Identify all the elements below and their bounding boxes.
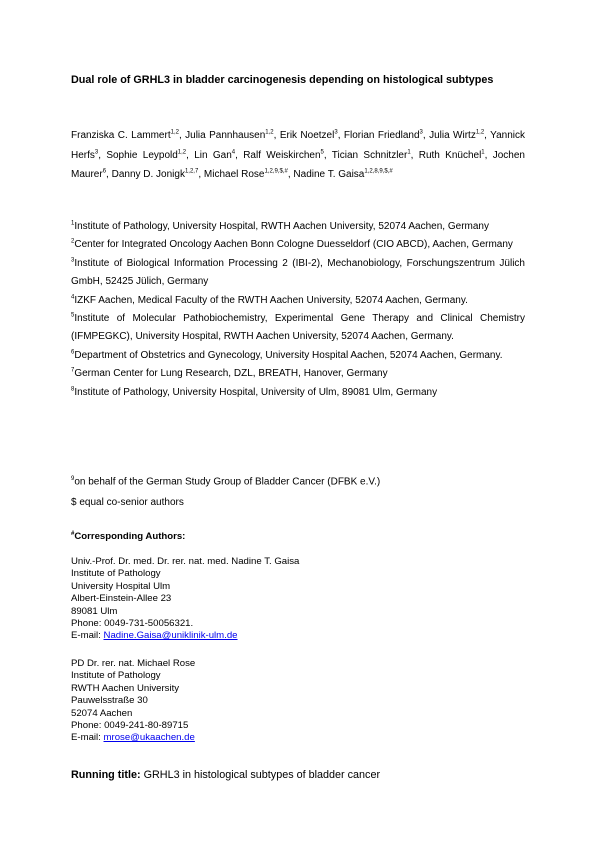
author-separator: , xyxy=(186,149,195,161)
author-name: Florian Friedland xyxy=(343,130,420,141)
author-name: Ruth Knüchel xyxy=(418,149,482,161)
author-separator: , xyxy=(198,169,204,180)
affiliation-number: 2 xyxy=(71,239,75,246)
affiliation-item xyxy=(71,310,525,347)
affiliation-text: Institute of Pathology, University Hospital, University of Ulm, 89081 Ulm, Germany xyxy=(74,386,438,398)
author xyxy=(429,130,490,141)
affiliation-text: Center for Integrated Oncology Aachen Bonn Cologne Duesseldorf (CIO ABCD), Aachen, Germany xyxy=(74,239,513,251)
author-affiliation-marks: 1,2 xyxy=(265,129,274,136)
paper-title: Dual role of GRHL3 in bladder carcinogenesis depending on histological subtypes xyxy=(71,74,494,86)
email-link-gaisa[interactable]: Nadine.Gaisa@uniklinik-ulm.de xyxy=(103,630,238,642)
author-name: Ralf Weiskirchen xyxy=(243,149,321,161)
dfbk-note xyxy=(71,471,525,490)
author-affiliation-marks: 3 xyxy=(94,149,99,156)
affiliation-item xyxy=(71,384,525,402)
author-affiliation-marks: 1,2,8,9,$,# xyxy=(364,168,393,175)
affiliation-item xyxy=(71,236,525,254)
author-separator: , xyxy=(178,130,186,141)
author-affiliation-marks: 1,2,9,$,# xyxy=(264,168,288,175)
author-affiliation-marks: 1,2 xyxy=(177,149,187,156)
author-affiliation-marks: 1 xyxy=(481,149,485,156)
address-line: RWTH Aachen University xyxy=(71,682,180,694)
author-name: Julia Wirtz xyxy=(429,130,476,141)
author xyxy=(204,169,294,180)
author-name: Michael Rose xyxy=(203,169,265,180)
author xyxy=(332,150,419,161)
address-line: Institute of Pathology xyxy=(71,568,161,580)
author-affiliation-marks: 3 xyxy=(334,129,338,136)
author-name: Tician Schnitzler xyxy=(331,149,408,161)
affiliation-item xyxy=(71,292,525,310)
address-line: 89081 Ulm xyxy=(71,605,118,617)
address-line: Pauwelsstraße 30 xyxy=(71,695,148,707)
affiliation-number: 8 xyxy=(71,386,75,393)
affiliation-text: IZKF Aachen, Medical Faculty of the RWTH Aachen University, 52074 Aachen, Germany. xyxy=(74,294,468,306)
author-name: Franziska C. Lammert xyxy=(71,130,171,141)
phone-line: Phone: 0049-731-50056321. xyxy=(71,618,194,630)
affiliation-number: 7 xyxy=(71,367,75,374)
affiliation-item xyxy=(71,218,525,236)
author-separator: , xyxy=(323,149,332,161)
dfbk-note-text: on behalf of the German Study Group of Bladder Cancer (DFBK e.V.) xyxy=(74,476,381,488)
author xyxy=(71,130,185,141)
affiliation-item xyxy=(71,255,525,292)
address-line: PD Dr. rer. nat. Michael Rose xyxy=(71,658,196,669)
address-line: University Hospital Ulm xyxy=(71,580,171,592)
author-separator: , xyxy=(337,130,344,141)
author xyxy=(112,169,204,180)
author xyxy=(243,150,332,161)
corresponding-author-1 xyxy=(71,556,525,643)
author xyxy=(344,130,429,141)
address-line: Albert-Einstein-Allee 23 xyxy=(71,593,172,605)
author-name: Lin Gan xyxy=(194,149,232,161)
author-separator: , xyxy=(410,149,419,161)
author-name: Yannick Herfs xyxy=(71,130,526,161)
address-line: 52074 Aachen xyxy=(71,707,133,719)
affiliation-item xyxy=(71,365,525,383)
author xyxy=(194,150,243,161)
author-affiliation-marks: 4 xyxy=(231,149,236,156)
author-separator: , xyxy=(484,130,491,141)
author-affiliation-marks: 1 xyxy=(407,149,411,156)
author xyxy=(185,130,280,141)
author-separator: , xyxy=(235,149,244,161)
author-separator: , xyxy=(422,130,430,141)
author-name: Sophie Leypold xyxy=(106,149,178,161)
running-title xyxy=(71,767,380,783)
running-title-label: Running title: xyxy=(71,769,141,781)
phone-line: Phone: 0049-241-80-89715 xyxy=(71,720,189,732)
author-affiliation-marks: 1,2 xyxy=(475,129,485,136)
author xyxy=(106,150,194,161)
email-link-rose[interactable]: mrose@ukaachen.de xyxy=(103,732,195,744)
affiliation-item xyxy=(71,347,525,365)
affiliation-text: Department of Obstetrics and Gynecology, University Hospital Aachen, 52074 Aachen, Germany. xyxy=(74,349,503,361)
affiliation-number: 1 xyxy=(71,220,75,227)
corresponding-mark: # xyxy=(71,531,75,537)
address-line: Institute of Pathology xyxy=(71,670,161,682)
affiliation-number: 4 xyxy=(71,294,75,301)
affiliation-number: 6 xyxy=(71,349,75,356)
author-name: Jochen Maurer xyxy=(71,149,525,180)
corresponding-heading-text: Corresponding Authors: xyxy=(74,531,186,543)
author-separator: , xyxy=(98,149,107,161)
author-name: Erik Noetzel xyxy=(279,130,335,141)
email-label: E-mail: xyxy=(71,630,104,642)
affiliation-text: Institute of Biological Information Processing 2 (IBI-2), Mechanobiology, Forschungszentrum Jülich GmbH, 52425 Jülich, Germany xyxy=(71,257,525,288)
author-affiliation-marks: 5 xyxy=(320,149,324,156)
author-separator: , xyxy=(287,169,294,180)
author-affiliation-marks: 3 xyxy=(419,129,423,136)
address-line: Univ.-Prof. Dr. med. Dr. rer. nat. med. Nadine T. Gaisa xyxy=(71,556,300,567)
author-name: Danny D. Jonigk xyxy=(111,169,185,180)
author-affiliation-marks: 6 xyxy=(102,168,107,175)
author xyxy=(419,150,493,161)
affiliation-list xyxy=(71,218,525,402)
corresponding-author-2 xyxy=(71,658,525,745)
author xyxy=(280,130,344,141)
author-name: Nadine T. Gaisa xyxy=(293,169,365,180)
dfbk-note-number: 9 xyxy=(71,476,75,482)
author-affiliation-marks: 1,2 xyxy=(170,129,179,136)
author-name: Julia Pannhausen xyxy=(185,130,266,141)
affiliation-text: Institute of Pathology, University Hospital, RWTH Aachen University, 52074 Aachen, Germany xyxy=(74,221,489,232)
email-label: E-mail: xyxy=(71,732,104,744)
affiliation-number: 3 xyxy=(71,257,75,264)
equal-contribution-note: $ equal co-senior authors xyxy=(71,497,184,508)
author-separator: , xyxy=(484,149,493,161)
email-line xyxy=(71,732,525,744)
author-separator: , xyxy=(273,130,280,141)
email-line xyxy=(71,630,525,642)
corresponding-heading xyxy=(71,526,185,545)
affiliation-text: German Center for Lung Research, DZL, BREATH, Hanover, Germany xyxy=(74,368,388,380)
author-separator: , xyxy=(106,169,112,180)
author-list xyxy=(71,126,525,185)
affiliation-number: 5 xyxy=(71,312,75,319)
running-title-text: GRHL3 in histological subtypes of bladder cancer xyxy=(140,769,381,781)
affiliation-text: Institute of Molecular Pathobiochemistry, Experimental Gene Therapy and Clinical Chemistry (IFMPEGKC), University Hospital, RWTH Aachen University, 52074 Aachen, Germany. xyxy=(71,313,525,343)
author xyxy=(293,169,392,180)
author-affiliation-marks: 1,2,7 xyxy=(184,168,199,175)
